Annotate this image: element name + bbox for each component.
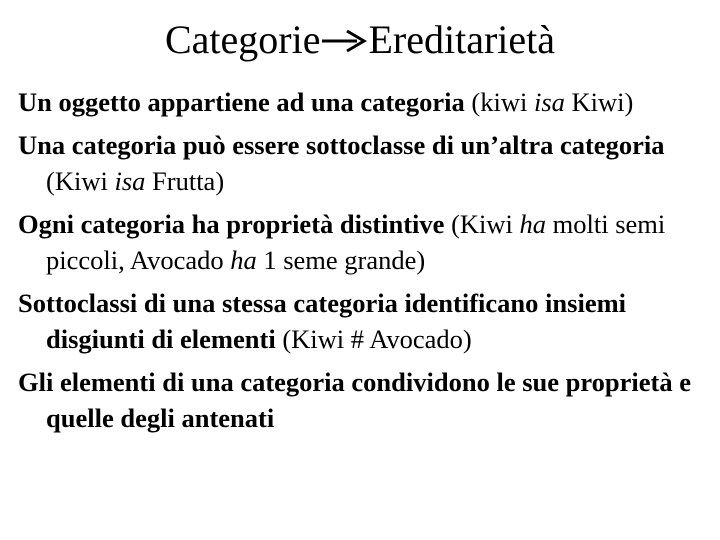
slide-title bbox=[0, 14, 720, 66]
bullet-italic-text: isa bbox=[114, 166, 146, 196]
title-left: Categorie bbox=[164, 17, 321, 62]
bullet-italic-text: isa bbox=[533, 87, 565, 117]
bullet-bold-text: Sottoclassi di una stessa categoria identificano insiemi disgiunti di elementi bbox=[18, 288, 627, 354]
bullet-plain-text: Kiwi) bbox=[564, 87, 634, 117]
bullet-bold-text: Un oggetto appartiene ad una categoria bbox=[18, 87, 465, 117]
bullet-bold-text: Gli elementi di una categoria condividono le sue proprietà e quelle degli antenati bbox=[18, 367, 692, 433]
bullet-plain-text: molti semi piccoli, Avocado bbox=[46, 209, 666, 275]
bullet-plain-text: (Kiwi # Avocado) bbox=[275, 324, 472, 354]
bullet-item bbox=[18, 285, 708, 357]
bullet-list bbox=[18, 84, 708, 443]
bullet-item bbox=[18, 84, 708, 120]
title-right: Ereditarietà bbox=[368, 17, 556, 62]
bullet-bold-text: Ogni categoria ha proprietà distintive bbox=[18, 209, 445, 239]
bullet-italic-text: ha bbox=[230, 245, 257, 275]
bullet-italic-text: ha bbox=[519, 209, 547, 239]
bullet-plain-text: (Kiwi bbox=[444, 209, 520, 239]
bullet-plain-text: Frutta) bbox=[145, 166, 225, 196]
bullet-plain-text: (kiwi bbox=[464, 87, 534, 117]
bullet-item bbox=[18, 206, 708, 278]
bullet-plain-text: (Kiwi bbox=[46, 166, 115, 196]
bullet-bold-text: Una categoria può essere sottoclasse di un’altra categoria bbox=[18, 130, 665, 160]
right-arrow-icon bbox=[321, 28, 367, 54]
bullet-plain-text: 1 seme grande) bbox=[256, 245, 426, 275]
bullet-item bbox=[18, 364, 708, 436]
bullet-item bbox=[18, 127, 708, 199]
